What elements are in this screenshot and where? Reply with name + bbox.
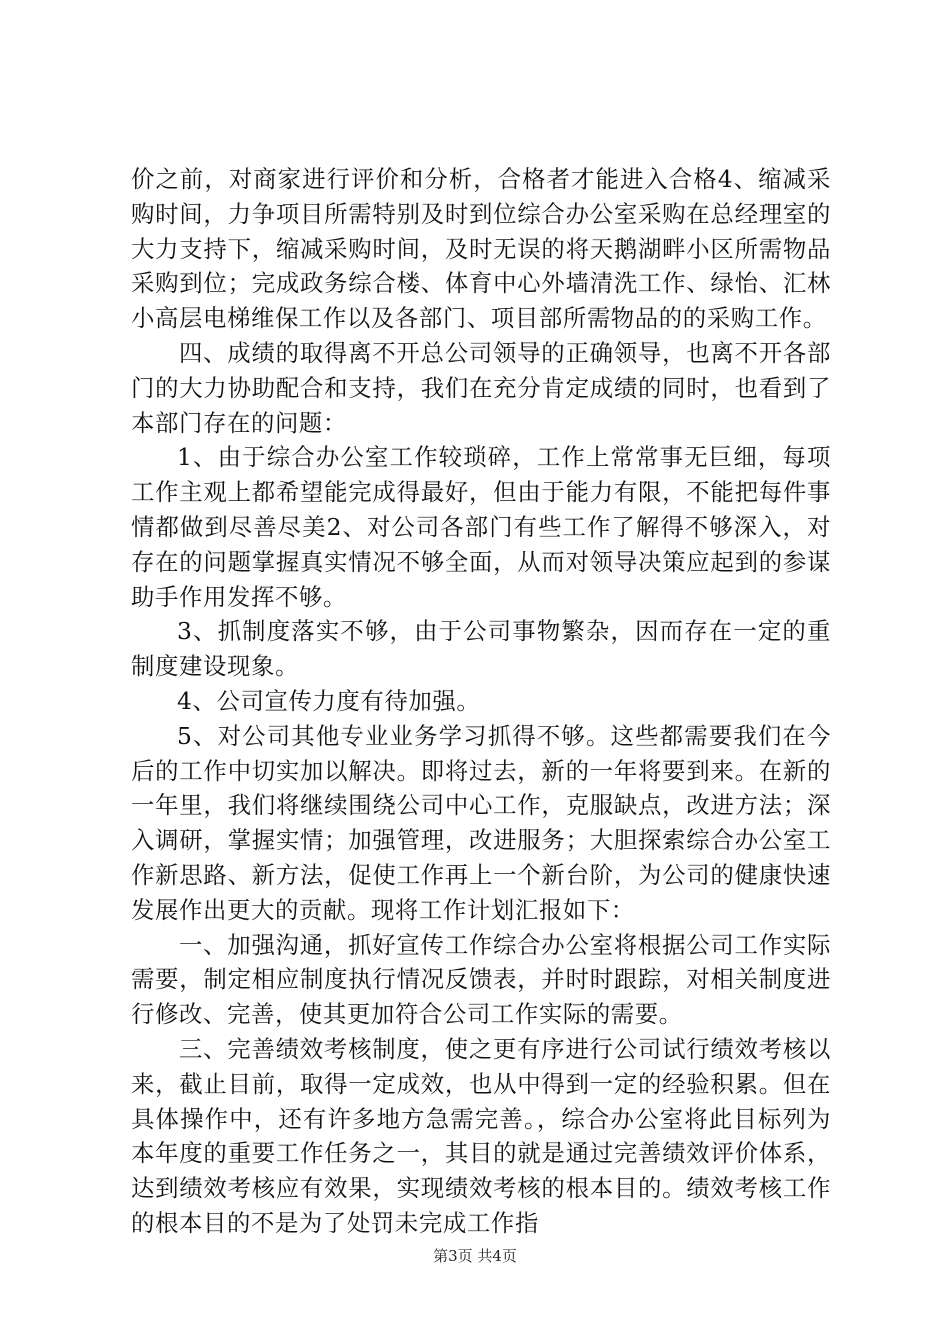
paragraph-achievements: 四、成绩的取得离不开总公司领导的正确领导，也离不开各部门的大力协助配合和支持，我们在充分肯定成绩的同时，也看到了本部门存在的问题： [131,338,831,437]
paragraph-plan-3: 三、完善绩效考核制度，使之更有序进行公司试行绩效考核以来，截止目前，取得一定成效，也从中得到一定的经验积累。但在具体操作中，还有许多地方急需完善。，综合办公室将此目标列为本年度的重要工作任务之一，其目的就是通过完善绩效评价体系，达到绩效考核应有效果，实现绩效考核的根本目的。绩效考核工作的根本目的不是为了处罚未完成工作指 [131,1034,831,1237]
page-footer: 第3页 共4页 [433,1247,517,1265]
paragraph-issue-3: 3、抓制度落实不够，由于公司事物繁杂，因而存在一定的重制度建设现象。 [131,617,831,681]
paragraph-issue-5: 5、对公司其他专业业务学习抓得不够。这些都需要我们在今后的工作中切实加以解决。即将过去，新的一年将要到来。在新的一年里，我们将继续围绕公司中心工作，克服缺点，改进方法；深入调研，掌握实情；加强管理，改进服务；大胆探索综合办公室工作新思路、新方法，促使工作再上一个新台阶，为公司的健康快速发展作出更大的贡献。现将工作计划汇报如下： [131,721,831,924]
paragraph-issue-1: 1、由于综合办公室工作较琐碎，工作上常常事无巨细，每项工作主观上都希望能完成得最好，但由于能力有限，不能把每件事情都做到尽善尽美2、对公司各部门有些工作了解得不够深入，对存在的问题掌握真实情况不够全面，从而对领导决策应起到的参谋助手作用发挥不够。 [131,443,831,611]
paragraph-plan-1: 一、加强沟通，抓好宣传工作综合办公室将根据公司工作实际需要，制定相应制度执行情况反馈表，并时时跟踪，对相关制度进行修改、完善，使其更加符合公司工作实际的需要。 [131,930,831,1029]
document-body [131,162,831,1241]
paragraph-procurement: 价之前，对商家进行评价和分析，合格者才能进入合格4、缩减采购时间，力争项目所需特别及时到位综合办公室采购在总经理室的大力支持下，缩减采购时间，及时无误的将天鹅湖畔小区所需物品采购到位；完成政务综合楼、体育中心外墙清洗工作、绿怡、汇林小高层电梯维保工作以及各部门、项目部所需物品的的采购工作。 [131,165,831,333]
paragraph-issue-4: 4、公司宣传力度有待加强。 [177,686,481,715]
